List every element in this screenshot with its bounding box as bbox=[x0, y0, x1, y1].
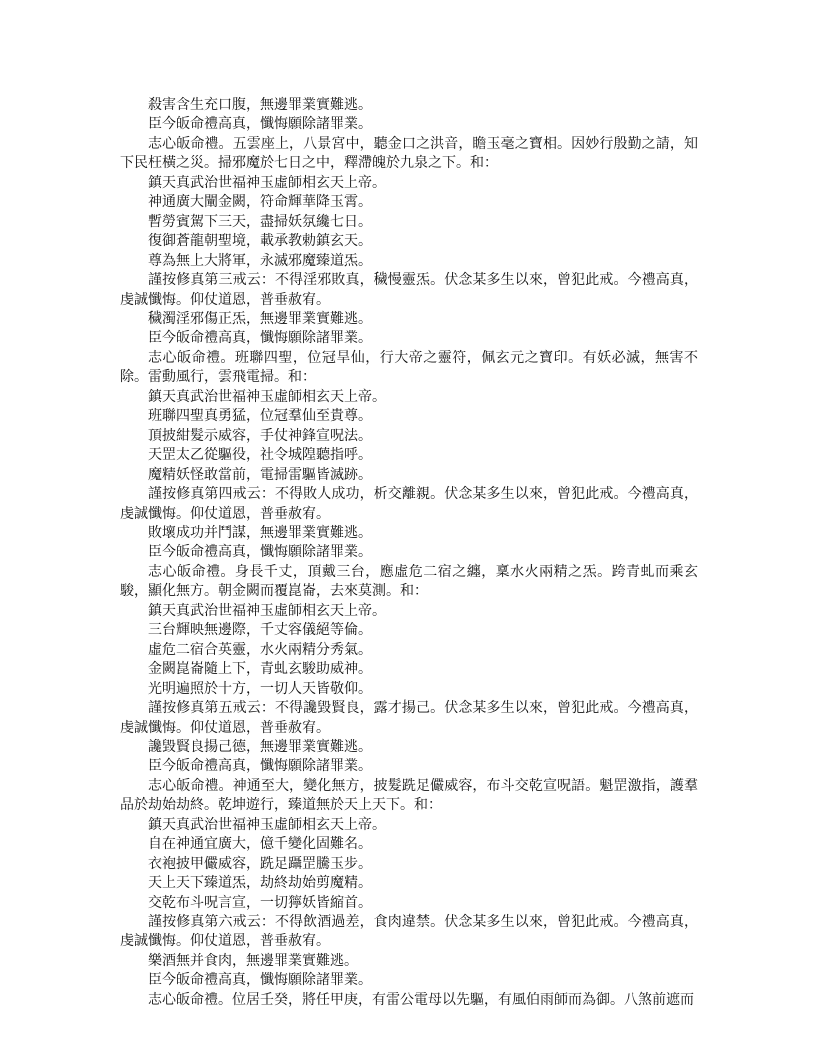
paragraph: 班聯四聖真勇猛，位冠羣仙至貴尊。 bbox=[148, 408, 372, 425]
paragraph: 臣今皈命禮高真，懺悔願除諸罪業。 bbox=[148, 972, 372, 989]
paragraph: 暫勞賓駕下三天，盡掃妖氛纔七日。 bbox=[148, 213, 372, 230]
paragraph: 自在神通宜廣大，億千變化固難名。 bbox=[148, 836, 372, 853]
paragraph: 臣今皈命禮高真，懺悔願除諸罪業。 bbox=[148, 116, 372, 133]
paragraph: 志心皈命禮。五雲座上，八景宮中，聽金口之洪音，瞻玉毫之寶相。因妙行殷勤之請，知下民枉橫之災。掃邪魔於七日之中，釋滯魄於九泉之下。和： bbox=[120, 135, 698, 172]
paragraph: 天上天下臻道炁，劫終劫始剪魔精。 bbox=[148, 875, 372, 892]
paragraph: 光明遍照於十方，一切人天皆敬仰。 bbox=[148, 680, 372, 697]
text-body bbox=[120, 96, 698, 1010]
paragraph: 神通廣大闡金闕，符命輝華降玉霄。 bbox=[148, 194, 372, 211]
paragraph: 敗壞成功并鬥謀，無邊罪業實難逃。 bbox=[148, 524, 372, 541]
paragraph: 殺害含生充口腹，無邊罪業實難逃。 bbox=[148, 97, 372, 113]
paragraph: 志心皈命禮。位居壬癸，將任甲庚，有雷公電母以先驅，有風伯雨師而為御。八煞前遮而 bbox=[148, 991, 694, 1008]
paragraph: 志心皈命禮。身長千丈，頂戴三台，應虛危二宿之纏，稟水火兩精之炁。跨青虬而乘玄駿，顯化無方。朝金闕而覆崑崙，去來莫測。和： bbox=[120, 563, 698, 600]
paragraph: 穢濁淫邪傷正炁，無邊罪業實難逃。 bbox=[148, 310, 372, 327]
paragraph: 臣今皈命禮高真，懺悔願除諸罪業。 bbox=[148, 330, 372, 347]
paragraph: 頂披紺髮示威容，手仗神鋒宣呪法。 bbox=[148, 427, 372, 444]
paragraph: 讒毀賢良揚己德，無邊罪業實難逃。 bbox=[148, 738, 372, 755]
paragraph: 謹按修真第五戒云：不得讒毀賢良，露才揚己。伏念某多生以來，曾犯此戒。今禮高真，虔誠懺悔。仰仗道恩，普垂赦宥。 bbox=[120, 700, 698, 736]
paragraph: 復御蒼龍朝聖境，載承教勅鎮玄天。 bbox=[148, 233, 372, 250]
paragraph: 謹按修真第四戒云：不得敗人成功，析交離親。伏念某多生以來，曾犯此戒。今禮高真，虔誠懺悔。仰仗道恩，普垂赦宥。 bbox=[120, 486, 698, 522]
paragraph: 交乾布斗呪言宣，一切獰妖皆縮首。 bbox=[148, 894, 372, 911]
paragraph: 尊為無上大將軍，永滅邪魔臻道炁。 bbox=[148, 252, 372, 269]
paragraph: 謹按修真第三戒云：不得淫邪敗真，穢慢靈炁。伏念某多生以來，曾犯此戒。今禮高真，虔誠懺悔。仰仗道恩，普垂赦宥。 bbox=[120, 272, 698, 308]
paragraph: 衣袍披甲儼威容，跣足躡罡騰玉步。 bbox=[148, 855, 372, 872]
paragraph: 天罡太乙從驅役，社令城隍聽指呼。 bbox=[148, 447, 372, 464]
paragraph: 樂酒無并食肉，無邊罪業實難逃。 bbox=[148, 952, 358, 969]
paragraph: 鎮天真武治世福神玉虛師相玄天上帝。 bbox=[148, 174, 386, 191]
paragraph: 虛危二宿合英靈，水火兩精分秀氣。 bbox=[148, 641, 372, 658]
paragraph: 臣今皈命禮高真，懺悔願除諸罪業。 bbox=[148, 544, 372, 561]
paragraph: 臣今皈命禮高真，懺悔願除諸罪業。 bbox=[148, 758, 372, 775]
paragraph: 魔精妖怪敢當前，電掃雷驅皆滅跡。 bbox=[148, 466, 372, 483]
paragraph: 鎮天真武治世福神玉虛師相玄天上帝。 bbox=[148, 602, 386, 619]
paragraph: 三台輝映無邊際，千丈容儀絕等倫。 bbox=[148, 622, 372, 639]
paragraph: 志心皈命禮。班聯四聖，位冠旱仙，行大帝之靈符，佩玄元之寶印。有妖必滅，無害不除。雷動風行，雲飛電掃。和： bbox=[120, 349, 698, 386]
paragraph: 鎮天真武治世福神玉虛師相玄天上帝。 bbox=[148, 816, 386, 833]
paragraph: 謹按修真第六戒云：不得飲酒過差，食肉違禁。伏念某多生以來，曾犯此戒。今禮高真，虔誠懺悔。仰仗道恩，普垂赦宥。 bbox=[120, 914, 698, 950]
paragraph: 志心皈命禮。神通至大，變化無方，披髮跣足儼威容，布斗交乾宣呪語。魁罡激指，護羣品於劫始劫終。乾坤遊行，臻道無於天上天下。和： bbox=[120, 777, 698, 814]
paragraph: 金闕崑崙隨上下，青虬玄駿助威神。 bbox=[148, 661, 372, 678]
paragraph: 鎮天真武治世福神玉虛師相玄天上帝。 bbox=[148, 388, 386, 405]
